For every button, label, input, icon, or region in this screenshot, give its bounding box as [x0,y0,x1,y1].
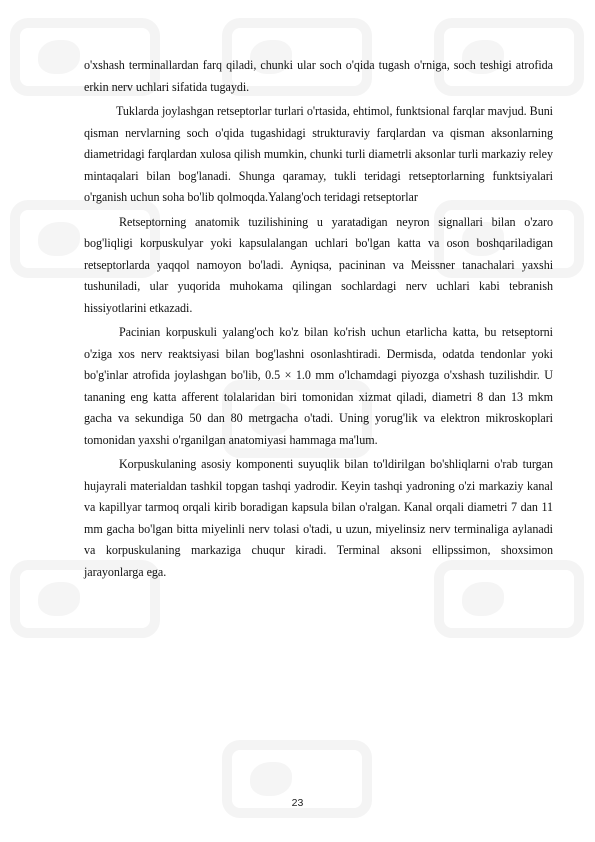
paragraph: o'xshash terminallardan farq qiladi, chunki ular soch o'qida tugash o'rniga, soch teshigi atrofida erkin nerv uchlari sifatida tugaydi. [84,58,553,94]
paragraph: Pacinian korpuskuli yalang'och ko'z bilan ko'rish uchun etarlicha katta, bu retseptorni o'ziga xos nerv reaktsiyasi bilan bog'lashni osonlashtiradi. Dermisda, odatda tendonlar yoki bo'g'inlar atrofida joylashgan bo'lib, 0.5 × 1.0 mm o'lchamdagi piyozga o'xshash tuzilishdir. U tananing eng katta afferent tolalaridan biri tomonidan xizmat qiladi, diametri 8 dan 13 mkm gacha va sekundiga 50 dan 80 metrgacha o'tadi. Uning yorug'lik va elektron mikroskoplari tomonidan yaxshi o'rganilgan anatomiyasi hammaga ma'lum. [84,325,553,447]
page-number: 23 [291,797,304,809]
paragraph: Retseptorning anatomik tuzilishining u yaratadigan neyron signallari bilan o'zaro bog'liqligi korpuskulyar yoki kapsulalangan uchlari bo'lgan katta va oson boshqariladigan retseptorlarda yaqqol namoyon bo'ladi. Ayniqsa, pacininan va Meissner tanachalari yaxshi tushuniladi, ular yuqorida muhokama qilingan sochlardagi nerv uchlari kabi tebranish hissiyotlarini etkazadi. [84,214,553,315]
paragraph: Korpuskulaning asosiy komponenti suyuqlik bilan to'ldirilgan bo'shliqlarni o'rab turgan hujayrali materialdan tashkil topgan tashqi yadrodir. Keyin tashqi yadroning o'zi markaziy kanal va kapillyar tarmoq orqali kirib boradigan kapsula bilan o'ralgan. Kanal orqali diametri 7 dan 11 mm gacha bo'lgan bitta miyelinli nerv tolasi o'tadi, u uzun, miyelinsiz nerv terminaliga aylanadi va korpuskulaning markaziga chuqur kiradi. Terminal aksoni ellipssimon, shoxsimon jarayonlarga ega. [84,457,553,579]
paragraph: Tuklarda joylashgan retseptorlar turlari o'rtasida, ehtimol, funktsional farqlar mavjud. Buni qisman nervlarning soch o'qida tugashidagi strukturaviy farqlardan va qisman aksonlarning diametridagi farqlardan xulosa qilish mumkin, chunki turli diametrli aksonlar turli markaziy reley mintaqalari bilan bog'lanadi. Shunga qaramay, tukli teridagi retseptorlarning funktsiyalari o'rganish uchun soha bo'lib qolmoqda.Yalang'och teridagi retseptorlar [84,104,553,204]
body-text [84,55,553,583]
